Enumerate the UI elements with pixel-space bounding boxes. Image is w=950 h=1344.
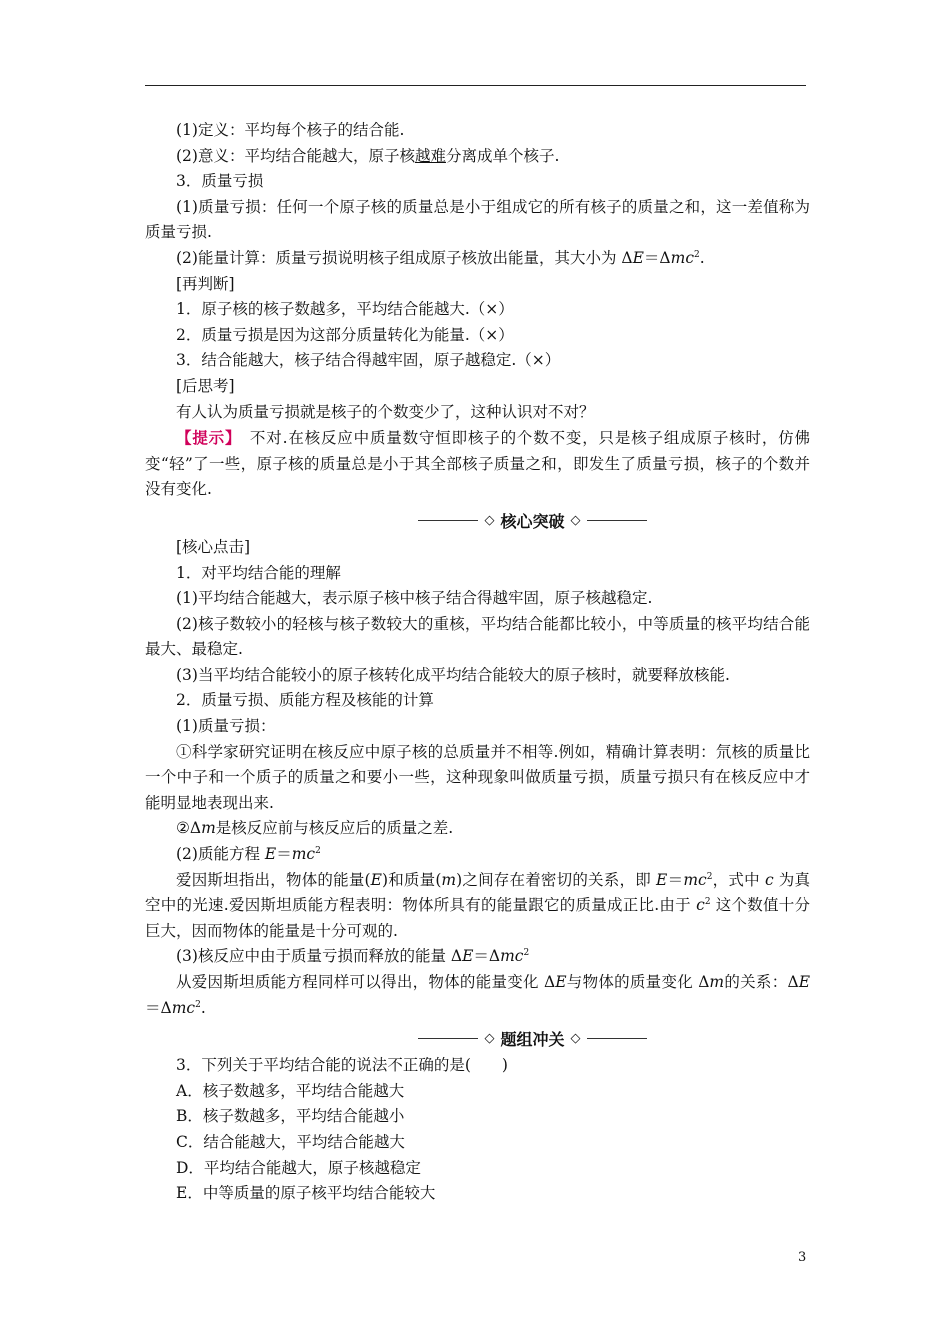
rethink-heading: [后思考] [176, 376, 235, 395]
einstein-paragraph: 爱因斯坦指出，物体的能量(E)和质量(m)之间存在着密切的关系，即 $E=mc^2$，式中 c 为真空中的光速.爱因斯坦质能方程表明：物体所具有的能量跟它的质量成正比.由于 $c^2$ 这个数值十分巨大，因而物体的能量是十分可观的. [145, 870, 810, 940]
mass-defect-def: (1)质量亏损：任何一个原子核的质量总是小于组成它的所有核子的质量之和，这一差值称为质量亏损. [145, 197, 810, 242]
hint-label: 【提示】 [176, 428, 234, 448]
core-item-1-1: (1)平均结合能越大，表示原子核中核子结合得越牢固，原子核越稳定. [176, 589, 653, 608]
core-item-2-1: (1)质量亏损： [176, 717, 276, 736]
section-rule-left [418, 520, 478, 521]
underlined-text: 越难 [414, 146, 446, 165]
section-rule-right [587, 1038, 647, 1039]
diamond-icon: ◇ [484, 1031, 495, 1047]
core-item-2-1-a: ①科学家研究证明在核反应中原子核的总质量并不相等.例如，精确计算表明：氘核的质量比一个中子和一个质子的质量之和要小一些，这种现象叫做质量亏损，质量亏损只有在核反应中才能明显地表现出来. [145, 742, 810, 812]
diamond-icon: ◇ [570, 512, 581, 528]
option-c: C．结合能越大，平均结合能越大 [176, 1132, 405, 1151]
header-rule [145, 85, 806, 86]
document-body [145, 118, 810, 1207]
core-item-1-3: (3)当平均结合能较小的原子核转化成平均结合能较大的原子核时，就要释放核能. [176, 665, 730, 684]
section-title: 题组冲关 [500, 1030, 565, 1050]
section-header-core [145, 506, 810, 532]
diamond-icon: ◇ [484, 512, 495, 528]
rethink-question: 有人认为质量亏损就是核子的个数变少了，这种认识对不对？ [176, 402, 595, 421]
page-number: 3 [798, 1250, 807, 1265]
option-d: D．平均结合能越大，原子核越稳定 [176, 1158, 421, 1177]
option-e: E．中等质量的原子核平均结合能较大 [176, 1184, 436, 1203]
question-stem: 3．下列关于平均结合能的说法不正确的是( ) [176, 1056, 508, 1075]
rejudge-heading: [再判断] [176, 274, 235, 293]
core-click-heading: [核心点击] [176, 537, 251, 556]
energy-calc-line: (2)能量计算：质量亏损说明核子组成原子核放出能量，其大小为 ΔE＝Δmc$^2$. [176, 248, 705, 267]
core-item-2-3: (3)核反应中由于质量亏损而释放的能量 ΔE＝Δmc$^2$ [176, 947, 530, 966]
core-item-2: 2．质量亏损、质能方程及核能的计算 [176, 691, 434, 710]
heading-mass-defect: 3．质量亏损 [176, 172, 264, 191]
hint-paragraph: 【提示】 不对.在核反应中质量数守恒即核子的个数不变，只是核子组成原子核时，仿佛变“轻”了一些，原子核的质量总是小于其全部核子质量之和，即发生了质量亏损，核子的个数并没有变化. [145, 428, 810, 499]
section-title: 核心突破 [500, 511, 565, 531]
section-header-practice [145, 1024, 810, 1050]
option-b: B．核子数越多，平均结合能越小 [176, 1107, 405, 1126]
diamond-icon: ◇ [570, 1031, 581, 1047]
judge-item-2: 2．质量亏损是因为这部分质量转化为能量.（×） [176, 325, 514, 344]
core-item-1-2: (2)核子数较小的轻核与核子数较大的重核，平均结合能都比较小，中等质量的核平均结合能最大、最稳定. [145, 614, 810, 659]
section-rule-left [418, 1038, 478, 1039]
core-item-2-2: (2)质能方程 $E=mc^2$ [176, 845, 321, 864]
judge-item-3: 3．结合能越大，核子结合得越牢固，原子越稳定.（×） [176, 351, 561, 370]
energy-change-paragraph: 从爱因斯坦质能方程同样可以得出，物体的能量变化 ΔE与物体的质量变化 Δm的关系：ΔE＝Δmc$^2$. [145, 973, 811, 1017]
core-item-1: 1．对平均结合能的理解 [176, 563, 341, 582]
definition-line: (1)定义：平均每个核子的结合能. [176, 121, 405, 139]
option-a: A．核子数越多，平均结合能越大 [176, 1081, 405, 1100]
meaning-line: (2)意义：平均结合能越大，原子核越难分离成单个核子. [176, 146, 560, 165]
core-item-2-1-b: ②Δm是核反应前与核反应后的质量之差. [176, 819, 454, 838]
section-rule-right [587, 520, 647, 521]
judge-item-1: 1．原子核的核子数越多，平均结合能越大.（×） [176, 300, 514, 319]
